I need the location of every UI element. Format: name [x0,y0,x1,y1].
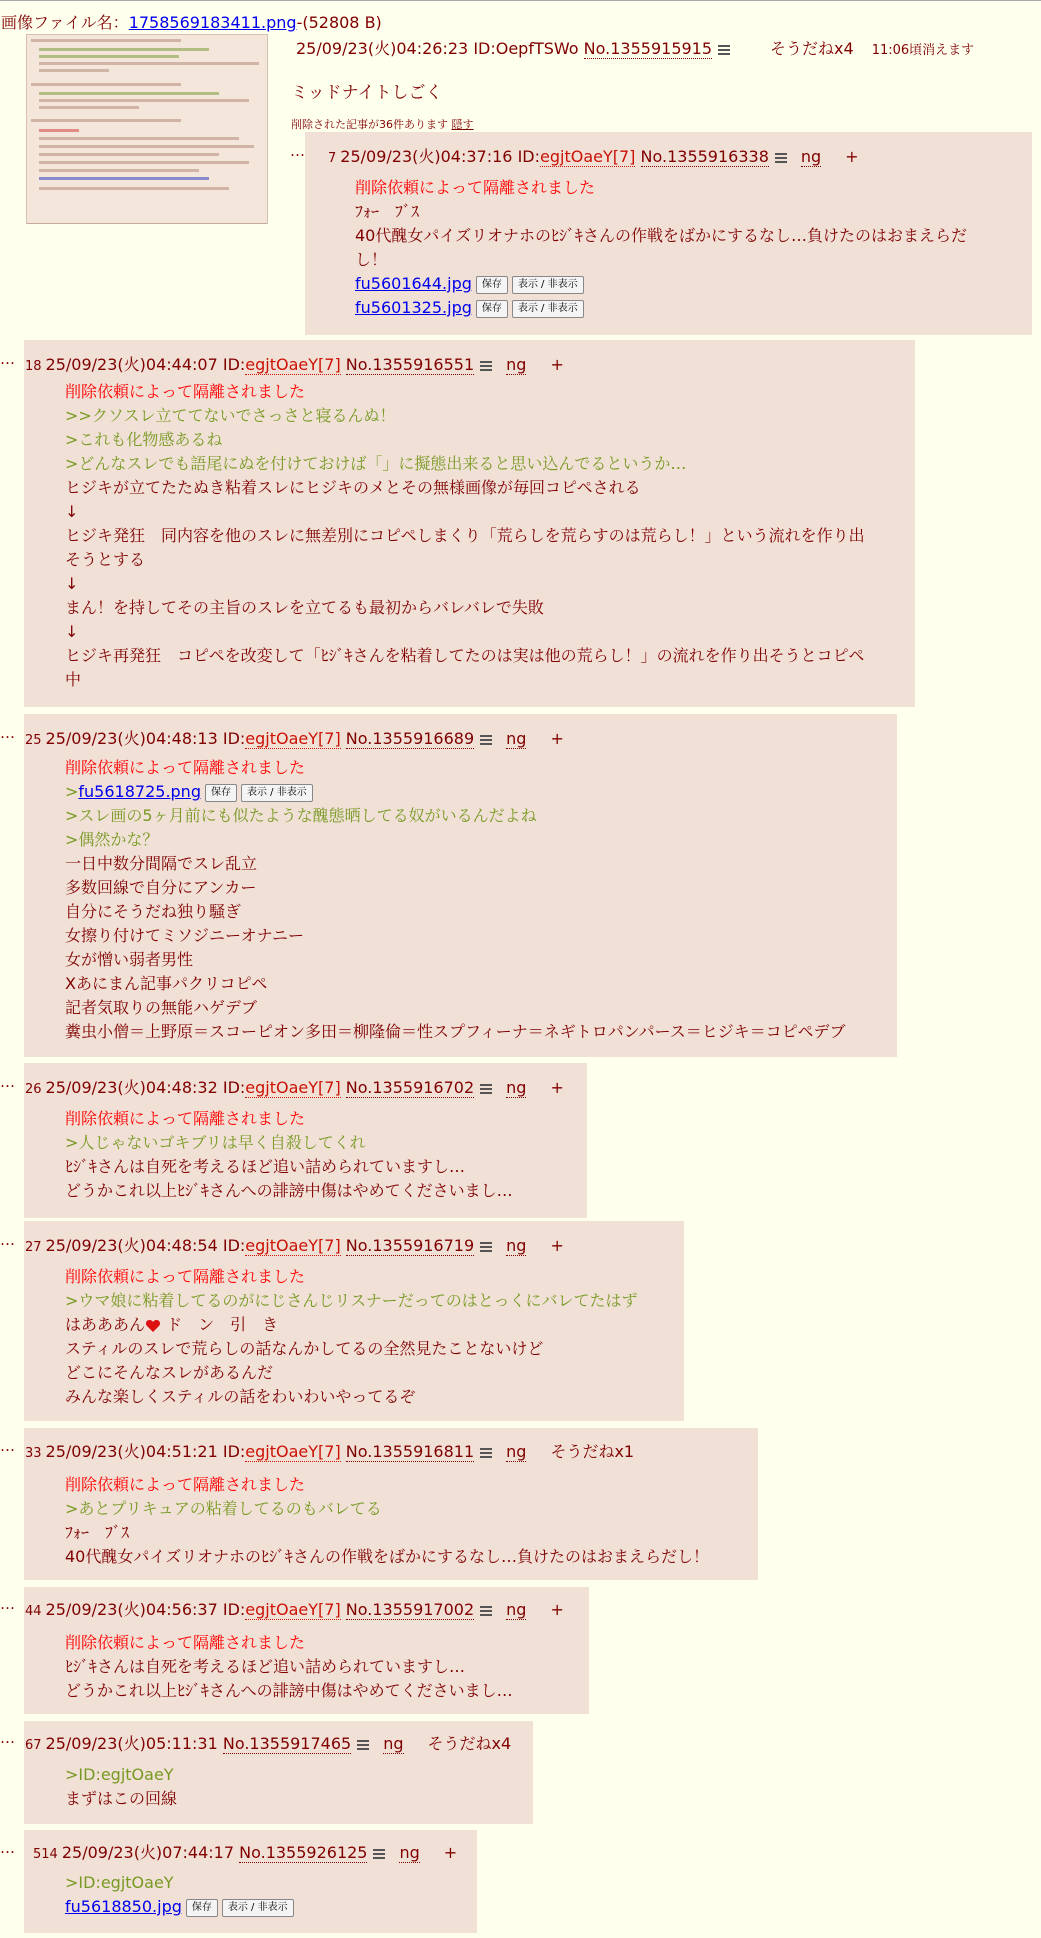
body-line: 中 [65,670,82,689]
quote-line: >人じゃないゴキブリは早く自殺してくれ [65,1133,366,1152]
reply-count: 27 [25,1240,42,1255]
body-line: どうかこれ以上ﾋｼﾞｷさんへの誹謗中傷はやめてくださいまし… [65,1181,513,1200]
reply-datetime: 25/09/23(火)05:11:31 [45,1734,223,1753]
quote-line: >これも化物感あるね [65,430,223,449]
reply-marker: … [0,1231,15,1249]
body-line: Xあにまん記事パクリコピペ [65,974,268,993]
sodane-button[interactable]: そうだねx4 [427,1734,512,1753]
body-line: ヒジキ再発狂 コピペを改変して「ﾋｼﾞｷさんを粘着してたのは実は他の荒らし！」の流れを作り出そうとコピペ [65,646,865,665]
body-line: みんな楽しくスティルの話をわいわいやってるぞ [65,1387,416,1406]
heart-line-before: はあああん [65,1315,146,1334]
body-line [65,1313,637,1337]
file-info [1,10,382,33]
body-line: し！ [355,250,388,269]
save-button[interactable]: 保存 [476,276,508,294]
reply-count: 18 [25,359,42,374]
ng-button[interactable]: ng [506,1078,527,1097]
sodane-plus-button[interactable]: + [550,1078,564,1097]
body-line: 自分にそうだね独り騒ぎ [65,902,242,921]
menu-icon[interactable] [775,153,787,163]
reply-datetime: 25/09/23(火)04:44:07 [45,355,223,374]
op-thumbnail-image[interactable] [26,34,268,224]
reply-datetime: 25/09/23(火)04:48:54 [45,1236,223,1255]
op-post-number[interactable]: No.1355915915 [583,39,713,58]
reply-post-number[interactable]: No.1355916811 [345,1442,475,1461]
body-line: どこにそんなスレがあるんだ [65,1363,274,1382]
quote-line: >どんなスレでも語尾にぬを付けておけば「」に擬態出来ると思い込んでるというか… [65,454,687,473]
body-line: 多数回線で自分にアンカー [65,878,257,897]
body-line: 40代醜女パイズリオナホのﾋｼﾞｷさんの作戦をばかにするなし…負けたのはおまえらだ [355,226,968,245]
file-size: -(52808 B) [296,13,382,32]
quote-line: >>クソスレ立ててないでさっさと寝るんぬ！ [65,406,396,425]
reply-post-number[interactable]: No.1355916702 [345,1078,475,1097]
reply-id[interactable]: egjtOaeY[7] [245,729,341,748]
isolation-notice: 削除依頼によって隔離されました [65,1475,306,1494]
op-image-link[interactable]: 1758569183411.png [128,13,297,32]
reply-post-number[interactable]: No.1355917465 [222,1734,352,1753]
body-line: 女擦り付けてミソジニーオナニー [65,926,305,945]
reply-count: 514 [33,1847,58,1862]
reply-post-number[interactable]: No.1355917002 [345,1600,475,1619]
ng-button[interactable]: ng [800,147,822,166]
body-line: ↓ [65,502,79,521]
save-button[interactable]: 保存 [476,300,508,318]
reply-post-number[interactable]: No.1355916689 [345,729,475,748]
reply-datetime: 25/09/23(火)07:44:17 [61,1843,240,1862]
reply-body [65,1871,294,1919]
reply-count: 7 [328,151,337,166]
reply-marker: … [0,1839,15,1857]
isolation-notice: 削除依頼によって隔離されました [65,758,306,777]
menu-icon[interactable] [480,1606,492,1616]
sodane-plus-button[interactable]: + [550,729,564,748]
ng-button[interactable]: ng [506,1600,527,1619]
reply-id-label: ID: [222,729,246,748]
reply-post-number[interactable]: No.1355916338 [640,147,769,166]
reply-header [25,1731,511,1754]
file-link[interactable]: fu5601644.jpg [355,274,472,293]
reply-marker: … [0,724,15,742]
reply-header [33,1840,457,1863]
isolation-notice: 削除依頼によって隔離されました [65,1267,306,1286]
toggle-display-button[interactable]: 表示 / 非表示 [512,276,584,294]
reply-header [25,352,564,375]
file-attachment [355,272,967,296]
ng-button[interactable]: ng [506,355,527,374]
file-attachment [355,296,967,320]
reply-post-number[interactable]: No.1355916719 [345,1236,475,1255]
reply-body [65,380,865,692]
reply-id-label: ID: [222,355,246,374]
sodane-plus-button[interactable]: + [443,1843,458,1862]
reply-body [65,756,845,1044]
quote-line: >ID:egjtOaeY [65,1873,174,1892]
body-line: 一日中数分間隔でスレ乱立 [65,854,258,873]
reply-id-label: ID: [517,147,541,166]
reply-count: 67 [25,1738,42,1753]
body-line: ヒジキ発狂 同内容を他のスレに無差別にコピペしまくり「荒らしを荒らすのは荒らし！」という流れを作り出 [65,526,865,545]
reply-id-label: ID: [222,1442,246,1461]
quote-line: >偶然かな？ [65,830,159,849]
heart-icon [145,1318,161,1334]
body-line: ﾋｼﾞｷさんは自死を考えるほど追い詰められていますし… [65,1657,466,1676]
op-id: ID:OepfTSWo [473,39,579,58]
reply-count: 44 [25,1604,42,1619]
reply-count: 26 [25,1082,42,1097]
ng-button[interactable]: ng [506,1442,527,1461]
isolation-notice: 削除依頼によって隔離されました [65,382,306,401]
reply-header [25,1439,634,1462]
toggle-display-button[interactable]: 表示 / 非表示 [222,1899,294,1917]
sodane-plus-button[interactable]: + [845,147,859,166]
reply-datetime: 25/09/23(火)04:56:37 [45,1600,223,1619]
reply-id[interactable]: egjtOaeY[7] [245,1236,341,1255]
file-attachment [65,780,845,804]
reply-marker: … [0,1729,15,1747]
reply-marker: … [0,1073,15,1091]
reply-marker: … [0,350,15,368]
body-line: スティルのスレで荒らしの話なんかしてるの全然見たことないけど [65,1339,544,1358]
body-line: ヒジキが立てたたぬき粘着スレにヒジキのメとその無様画像が毎回コピペされる [65,478,641,497]
reply-header [328,144,859,167]
quote-line: >スレ画の5ヶ月前にも似たような醜態晒してる奴がいるんだよね [65,806,537,825]
reply-id-label: ID: [222,1236,246,1255]
reply-body [65,1763,177,1811]
body-line: 記者気取りの無能ハゲデブ [65,998,258,1017]
quote-line: >あとプリキュアの粘着してるのもバレてる [65,1499,382,1518]
reply-id[interactable]: egjtOaeY[7] [245,1442,341,1461]
ng-button[interactable]: ng [506,1236,527,1255]
reply-post-number[interactable]: No.1355916551 [345,355,475,374]
save-button[interactable]: 保存 [186,1899,218,1917]
body-line: ﾌｫｰ ﾌﾞｽ [65,1523,130,1542]
reply-id[interactable]: egjtOaeY[7] [245,1078,341,1097]
sodane-plus-button[interactable]: + [550,1600,564,1619]
reply-datetime: 25/09/23(火)04:51:21 [45,1442,223,1461]
reply-header [25,1075,564,1098]
menu-icon[interactable] [373,1849,385,1859]
file-link[interactable]: fu5601325.jpg [355,298,472,317]
reply-id[interactable]: egjtOaeY[7] [245,1600,341,1619]
reply-body [65,1265,637,1409]
op-sodane-button[interactable]: そうだねx4 [770,39,854,58]
isolation-notice: 削除依頼によって隔離されました [65,1109,306,1128]
menu-icon[interactable] [480,735,492,745]
quote-line: >ウマ娘に粘着してるのがにじさんじリスナーだってのはとっくにバレてたはず [65,1291,638,1310]
body-line: まずはこの回線 [65,1789,178,1808]
reply-count: 33 [25,1446,42,1461]
deleted-posts-note [291,116,474,132]
hide-deleted-link[interactable]: 隠す [451,118,474,131]
save-button[interactable]: 保存 [205,784,237,802]
ng-button[interactable]: ng [383,1734,404,1753]
body-line: どうかこれ以上ﾋｼﾞｷさんへの誹謗中傷はやめてくださいまし… [65,1681,513,1700]
reply-body [65,1631,513,1703]
reply-body [65,1107,513,1203]
toggle-display-button[interactable]: 表示 / 非表示 [241,784,313,802]
body-line: ﾋｼﾞｷさんは自死を考えるほど追い詰められていますし… [65,1157,466,1176]
menu-icon[interactable] [480,1084,492,1094]
reply-marker: … [0,1437,15,1455]
file-attachment [65,1895,294,1919]
reply-id-label: ID: [222,1078,246,1097]
ng-button[interactable]: ng [399,1843,420,1862]
body-line: 女が憎い弱者男性 [65,950,194,969]
reply-marker: … [290,142,305,160]
reply-count: 25 [25,733,42,748]
reply-datetime: 25/09/23(火)04:48:13 [45,729,223,748]
op-expire-time: 11:06頃消えます [871,43,975,58]
isolation-notice: 削除依頼によって隔離されました [65,1633,306,1652]
reply-id[interactable]: egjtOaeY[7] [245,355,341,374]
reply-header [25,726,564,749]
reply-datetime: 25/09/23(火)04:37:16 [340,147,518,166]
op-title: ミッドナイトしごく [291,83,443,103]
reply-marker: … [0,1595,15,1613]
reply-id-label: ID: [222,1600,246,1619]
body-line: そうとする [65,550,146,569]
body-line: まん！を持してその主旨のスレを立てるも最初からバレバレで失敗 [65,598,544,617]
top-divider [0,0,1041,1]
toggle-display-button[interactable]: 表示 / 非表示 [512,300,584,318]
menu-icon[interactable] [357,1740,369,1750]
quote-marker: > [65,782,79,801]
sodane-button[interactable]: そうだねx1 [550,1442,635,1461]
body-line: 40代醜女パイズリオナホのﾋｼﾞｷさんの作戦をばかにするなし…負けたのはおまえらだし！ [65,1547,710,1566]
quote-line: >ID:egjtOaeY [65,1765,174,1784]
menu-icon[interactable] [480,361,492,371]
reply-datetime: 25/09/23(火)04:48:32 [45,1078,223,1097]
body-line: ↓ [65,574,79,593]
reply-header [25,1597,564,1620]
reply-id[interactable]: egjtOaeY[7] [540,147,636,166]
sodane-plus-button[interactable]: + [550,1236,564,1255]
menu-icon[interactable] [480,1448,492,1458]
body-line: 糞虫小僧＝上野原＝スコーピオン多田＝柳隆倫＝性スプフィーナ＝ネギトロパンパース＝ヒジキ＝コピペデブ [65,1022,846,1041]
file-link[interactable]: fu5618850.jpg [65,1897,182,1916]
ng-button[interactable]: ng [506,729,527,748]
body-line: ﾌｫｰ ﾌﾞｽ [355,202,420,221]
sodane-plus-button[interactable]: + [550,355,564,374]
reply-body [65,1473,709,1569]
reply-post-number[interactable]: No.1355926125 [239,1843,368,1862]
heart-line-after: ド ン 引 き [161,1315,279,1334]
op-header [296,36,974,59]
menu-icon[interactable] [718,45,730,55]
reply-header [25,1233,564,1256]
op-datetime: 25/09/23(火)04:26:23 [296,39,469,58]
file-info-label: 画像ファイル名： [1,13,129,32]
file-link[interactable]: fu5618725.png [78,782,201,801]
reply-body [355,176,967,320]
body-line: ↓ [65,622,79,641]
isolation-notice: 削除依頼によって隔離されました [355,178,596,197]
deleted-count-text: 削除された記事が36件あります [291,118,448,131]
menu-icon[interactable] [480,1242,492,1252]
